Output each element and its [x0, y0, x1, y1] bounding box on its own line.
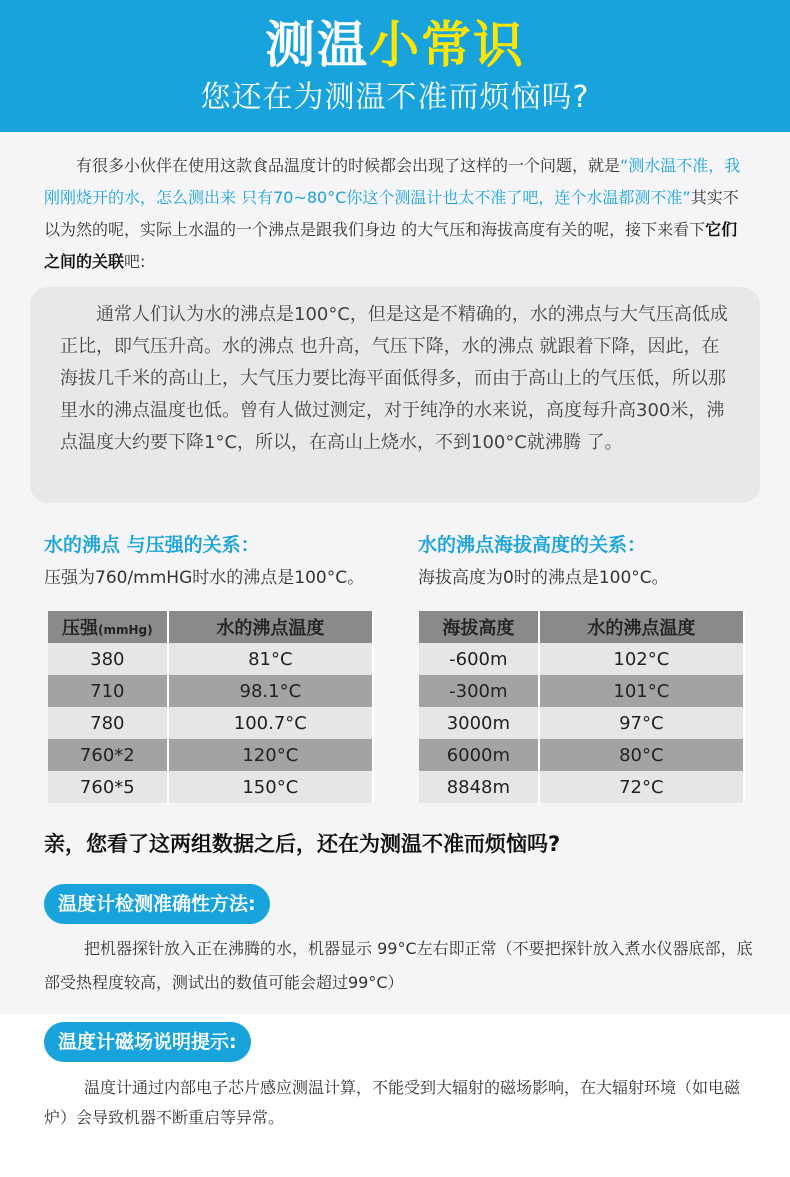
table-cell: 380 [48, 643, 168, 675]
table-cell: 72°C [539, 771, 744, 803]
table-row [419, 739, 744, 771]
table-row [419, 771, 744, 803]
table-cell: -300m [419, 675, 539, 707]
intro-text-2: 其实不以为然的呢，实际上水温的一个沸点是跟我们身边 的大气压和海拔高度有关的呢，接下来看下 [44, 188, 739, 239]
intro-text-1: 有很多小伙伴在使用这款食品温度计的时候都会出现了这样的一个问题，就是 [76, 156, 621, 175]
method-title-badge: 温度计检测准确性方法: [44, 884, 270, 924]
intro-highlight: “测水温不准，我刚刚烧开的水，怎么测出来 只有70~80°C你这个测温计也太不准了吧，连个水温都测不准” [44, 156, 741, 207]
table-cell: 101°C [539, 675, 744, 707]
intro-bold: 它们之间的关联 [44, 220, 738, 271]
header-banner [0, 0, 790, 132]
pressure-col-unit: (mmHg) [98, 623, 153, 637]
title-main: 测温 [265, 16, 369, 74]
pressure-col-label: 压强 [62, 618, 99, 639]
page-title [0, 14, 790, 76]
altitude-col-header: 海拔高度 [419, 611, 539, 643]
table-cell: 710 [48, 675, 168, 707]
table-row [419, 675, 744, 707]
pressure-table [48, 611, 374, 803]
question-heading: 亲，您看了这两组数据之后，还在为测温不准而烦恼吗? [44, 832, 561, 856]
altitude-table [419, 611, 745, 803]
page-subtitle: 您还在为测温不准而烦恼吗? [200, 80, 590, 115]
quote-text: 通常人们认为水的沸点是100°C，但是这是不精确的，水的沸点与大气压高低成正比，即气压升高。水的沸点 也升高，气压下降，水的沸点 就跟着下降，因此，在海拔几千米的高山上，大气压力要比海平面低得多，而由于高山上的气压低，所以那里水的沸点温度也低。曾有人做过测定，对于纯净的水来说，高度每升高300米，沸点温度大约要下降1°C，所以，在高山上烧水，不到100°C就沸腾 了。 [60, 304, 728, 453]
altitude-section-desc: 海拔高度为0时的沸点是100°C。 [418, 568, 669, 588]
table-cell: 6000m [419, 739, 539, 771]
table-cell: 120°C [168, 739, 373, 771]
table-row [48, 675, 373, 707]
method-paragraph: 把机器探针放入正在沸腾的水，机器显示 99°C左右即正常（不要把探针放入煮水仪器底部，底部受热程度较高，测试出的数值可能会超过99°C） [44, 939, 753, 992]
table-cell: 81°C [168, 643, 373, 675]
intro-paragraph [44, 150, 748, 278]
altitude-section-title: 水的沸点海拔高度的关系： [418, 534, 647, 556]
table-row [419, 643, 744, 675]
boiling-col-header: 水的沸点温度 [539, 611, 744, 643]
table-cell: -600m [419, 643, 539, 675]
magnetic-title-badge: 温度计磁场说明提示: [44, 1022, 251, 1062]
table-header-row [419, 611, 744, 643]
magnetic-paragraph: 温度计通过内部电子芯片感应测温计算，不能受到大辐射的磁场影响，在大辐射环境（如电磁炉）会导致机器不断重启等异常。 [44, 1078, 741, 1127]
table-cell: 100.7°C [168, 707, 373, 739]
pressure-section-title: 水的沸点 与压强的关系： [44, 534, 260, 556]
table-cell: 780 [48, 707, 168, 739]
table-cell: 102°C [539, 643, 744, 675]
table-cell: 80°C [539, 739, 744, 771]
table-cell: 98.1°C [168, 675, 373, 707]
table-row [48, 771, 373, 803]
boiling-col-header: 水的沸点温度 [168, 611, 373, 643]
pressure-section-desc: 压强为760/mmHG时水的沸点是100°C。 [44, 568, 365, 588]
table-cell: 8848m [419, 771, 539, 803]
table-cell: 97°C [539, 707, 744, 739]
table-cell: 150°C [168, 771, 373, 803]
title-accent: 小常识 [369, 16, 525, 74]
pressure-col-header [48, 611, 168, 643]
table-cell: 760*5 [48, 771, 168, 803]
table-row [48, 643, 373, 675]
table-header-row [48, 611, 373, 643]
table-row [419, 707, 744, 739]
table-cell: 3000m [419, 707, 539, 739]
table-cell: 760*2 [48, 739, 168, 771]
table-row [48, 707, 373, 739]
table-row [48, 739, 373, 771]
intro-text-3: 吧: [124, 252, 146, 271]
